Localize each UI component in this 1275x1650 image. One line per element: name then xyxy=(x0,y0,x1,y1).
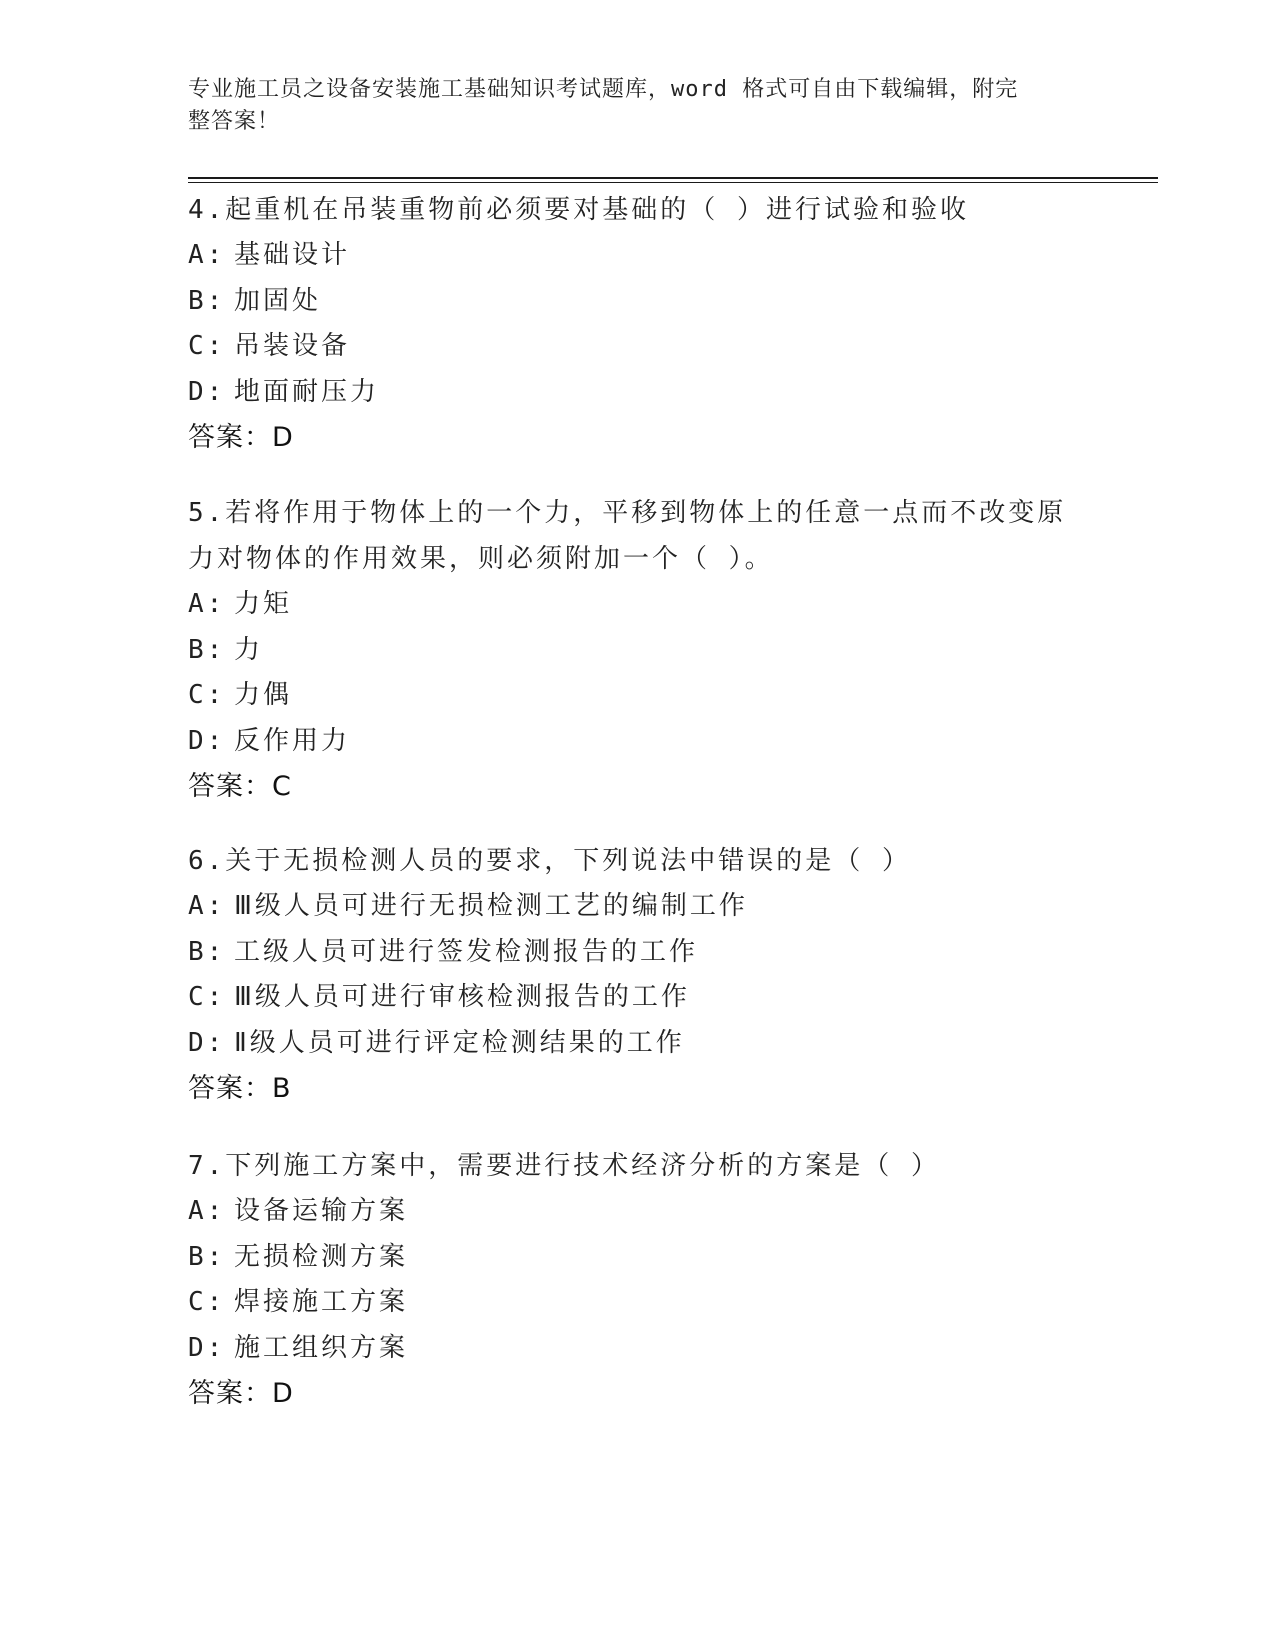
option-letter: B: xyxy=(188,936,226,967)
option-d xyxy=(188,719,1088,765)
option-letter: D: xyxy=(188,1027,226,1058)
question-stem: 7.下列施工方案中，需要进行技术经济分析的方案是（ ） xyxy=(188,1151,940,1181)
option-d xyxy=(188,370,1088,416)
option-text: Ⅲ级人员可进行无损检测工艺的编制工作 xyxy=(234,891,748,921)
option-text: 加固处 xyxy=(234,285,322,316)
option-a xyxy=(188,884,1088,930)
option-d xyxy=(188,1326,1088,1372)
option-letter: A: xyxy=(188,589,226,619)
option-text: 吊装设备 xyxy=(234,331,351,361)
question-stem-line-1: 5.若将作用于物体上的一个力，平移到物体上的任意一点而不改变原 xyxy=(188,498,1067,528)
option-b xyxy=(188,628,1088,674)
option-text: 力矩 xyxy=(234,589,293,619)
option-letter: C: xyxy=(188,680,226,710)
option-text: 焊接施工方案 xyxy=(234,1287,409,1317)
question-6 xyxy=(188,838,1088,1112)
option-letter: C: xyxy=(188,1287,226,1317)
option-text: 设备运输方案 xyxy=(234,1196,409,1226)
option-text: 工级人员可进行签发检测报告的工作 xyxy=(234,936,699,967)
option-letter: A: xyxy=(188,240,226,270)
header-divider-thin xyxy=(188,182,1158,183)
option-letter: D: xyxy=(188,1332,226,1363)
answer-line: 答案：D xyxy=(188,1378,294,1409)
answer-line: 答案：D xyxy=(188,422,294,453)
header-divider-thick xyxy=(188,177,1158,179)
question-stem: 6.关于无损检测人员的要求，下列说法中错误的是（ ） xyxy=(188,846,911,876)
option-letter: D: xyxy=(188,725,226,756)
option-text: Ⅱ级人员可进行评定检测结果的工作 xyxy=(234,1027,685,1058)
option-a xyxy=(188,233,1088,279)
option-text: 地面耐压力 xyxy=(234,376,380,407)
option-text: 力 xyxy=(234,634,264,665)
option-text: 无损检测方案 xyxy=(234,1241,409,1272)
option-letter: A: xyxy=(188,891,226,921)
option-a xyxy=(188,582,1088,628)
option-letter: C: xyxy=(188,982,226,1012)
option-a xyxy=(188,1189,1088,1235)
answer-line: 答案：B xyxy=(188,1073,292,1104)
header-line-2: 整答案！ xyxy=(188,109,281,134)
option-b xyxy=(188,930,1088,976)
option-letter: B: xyxy=(188,285,226,316)
option-b xyxy=(188,1235,1088,1281)
option-text: 反作用力 xyxy=(234,725,351,756)
option-letter: C: xyxy=(188,331,226,361)
option-letter: A: xyxy=(188,1196,226,1226)
option-letter: D: xyxy=(188,376,226,407)
option-letter: B: xyxy=(188,634,226,665)
question-5 xyxy=(188,490,1088,810)
option-c xyxy=(188,975,1088,1021)
question-stem-line-2: 力对物体的作用效果，则必须附加一个（ ）。 xyxy=(188,544,774,574)
header-line-1: 专业施工员之设备安装施工基础知识考试题库，word 格式可自由下载编辑，附完 xyxy=(188,77,1019,102)
option-d xyxy=(188,1021,1088,1067)
question-7 xyxy=(188,1143,1088,1417)
answer-line: 答案：C xyxy=(188,771,292,802)
option-c xyxy=(188,673,1088,719)
option-c xyxy=(188,1280,1088,1326)
document-header xyxy=(188,74,1088,138)
option-text: 基础设计 xyxy=(234,240,351,270)
option-c xyxy=(188,324,1088,370)
question-stem: 4.起重机在吊装重物前必须要对基础的（ ）进行试验和验收 xyxy=(188,195,969,225)
option-text: 力偶 xyxy=(234,680,293,710)
option-text: Ⅲ级人员可进行审核检测报告的工作 xyxy=(234,982,690,1012)
question-4 xyxy=(188,187,1088,461)
option-letter: B: xyxy=(188,1241,226,1272)
option-b xyxy=(188,279,1088,325)
option-text: 施工组织方案 xyxy=(234,1332,409,1363)
